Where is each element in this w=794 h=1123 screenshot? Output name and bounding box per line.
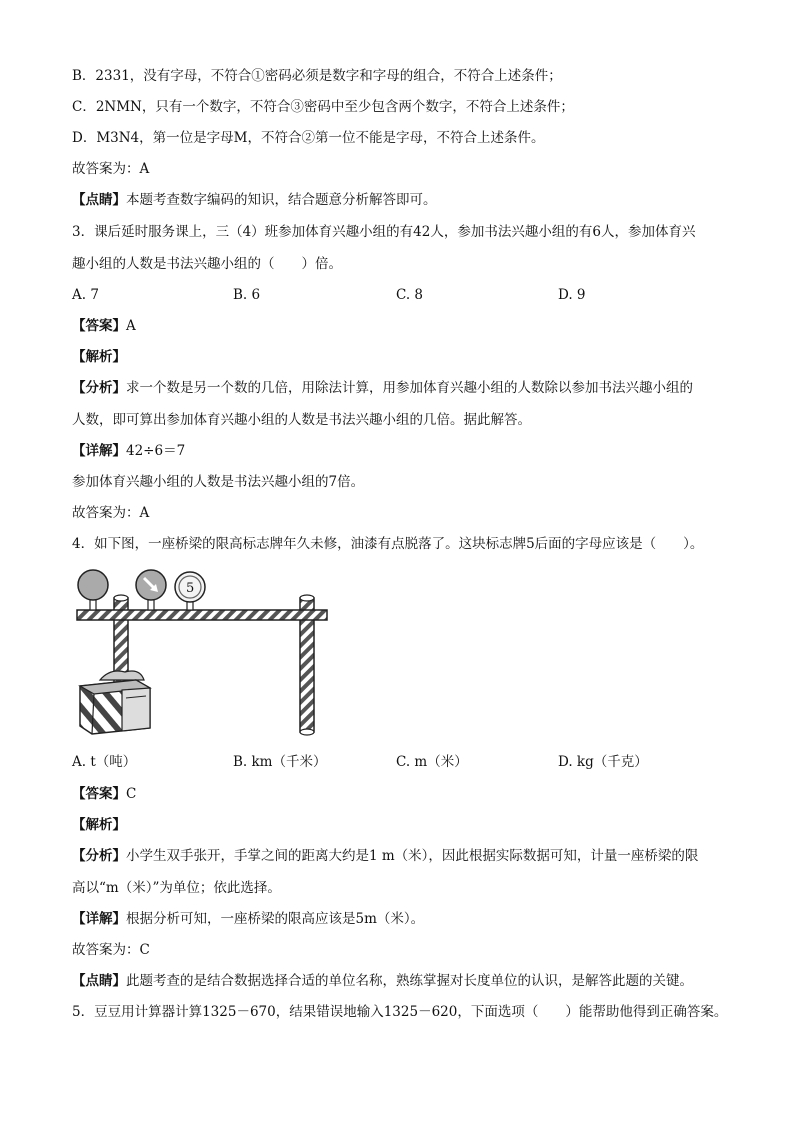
q3-conclusion: 参加体育兴趣小组的人数是书法兴趣小组的7倍。 — [72, 474, 365, 490]
q4-option-c: C. m（米） — [396, 754, 468, 770]
q3-option-d: D. 9 — [558, 287, 586, 303]
q2-comment — [72, 190, 437, 210]
q4-answer — [72, 784, 136, 804]
fenxi-text: 求一个数是另一个数的几倍，用除法计算，用参加体育兴趣小组的人数除以参加书法兴趣小组的 — [126, 380, 693, 396]
q4-option-b: B. km（千米） — [233, 754, 327, 770]
fenxi-tag: 【分析】 — [72, 380, 126, 396]
answer-tag: 【答案】 — [72, 786, 126, 802]
q3-fenxi-line2: 人数，即可算出参加体育兴趣小组的人数是书法兴趣小组的几倍。据此解答。 — [72, 412, 531, 428]
detail-tag: 【详解】 — [72, 443, 126, 459]
q2-option-c-analysis: C．2NMN，只有一个数字，不符合③密码中至少包含两个数字，不符合上述条件； — [72, 99, 574, 115]
fenxi-text: 小学生双手张开，手掌之间的距离大约是1 m（米），因此根据实际数据可知，计量一座桥梁的限 — [126, 848, 699, 864]
q4-fenxi-line2: 高以“m（米）”为单位；依此选择。 — [72, 880, 281, 896]
detail-tag: 【详解】 — [72, 911, 126, 927]
q2-option-d-analysis: D．M3N4，第一位是字母M，不符合②第一位不能是字母，不符合上述条件。 — [72, 130, 545, 146]
q3-fenxi-line1 — [72, 378, 693, 398]
sign-plain — [78, 570, 108, 600]
q4-detail — [72, 909, 424, 929]
sign-number: 5 — [186, 581, 195, 596]
comment-text: 此题考查的是结合数据选择合适的单位名称，熟练掌握对长度单位的认识，是解答此题的关键。 — [126, 973, 693, 989]
q3-stem-line2: 趣小组的人数是书法兴趣小组的（ ）倍。 — [72, 256, 342, 272]
q2-option-b-analysis: B．2331，没有字母，不符合①密码必须是数字和字母的组合，不符合上述条件； — [72, 68, 562, 84]
crossbar — [77, 610, 327, 620]
comment-tag: 【点睛】 — [72, 973, 126, 989]
q3-analysis-tag: 【解析】 — [72, 349, 126, 365]
q4-final: 故答案为：C — [72, 942, 150, 958]
answer-value: C — [126, 786, 137, 802]
answer-value: A — [126, 318, 136, 334]
q3-answer — [72, 316, 136, 336]
fenxi-tag: 【分析】 — [72, 848, 126, 864]
comment-tag: 【点睛】 — [72, 192, 126, 208]
detail-text: 根据分析可知，一座桥梁的限高应该是5m（米）。 — [126, 911, 425, 927]
q5-stem: 5．豆豆用计算器计算1325－670，结果错误地输入1325－620，下面选项（ ）能帮助他得到正确答案。 — [72, 1004, 728, 1020]
bridge-height-sign-figure — [70, 568, 340, 740]
q4-option-a: A. t（吨） — [72, 754, 137, 770]
comment-text: 本题考查数字编码的知识，结合题意分析解答即可。 — [126, 192, 437, 208]
q3-detail — [72, 441, 185, 461]
q3-stem-line1: 3．课后延时服务课上，三（4）班参加体育兴趣小组的有42人，参加书法兴趣小组的有6人，参加体育兴 — [72, 224, 696, 240]
q4-stem: 4．如下图，一座桥梁的限高标志牌年久未修，油漆有点脱落了。这块标志牌5后面的字母应该是（ ）。 — [72, 536, 704, 552]
q4-comment — [72, 971, 693, 991]
answer-tag: 【答案】 — [72, 318, 126, 334]
q4-fenxi-line1 — [72, 846, 698, 866]
q3-final: 故答案为：A — [72, 505, 150, 521]
q3-option-c: C. 8 — [396, 287, 424, 303]
q3-option-b: B. 6 — [233, 287, 261, 303]
detail-text: 42÷6＝7 — [126, 443, 186, 459]
q3-option-a: A. 7 — [72, 287, 99, 303]
q4-option-d: D. kg（千克） — [558, 754, 648, 770]
q4-analysis-tag: 【解析】 — [72, 817, 126, 833]
q2-answer-line: 故答案为：A — [72, 161, 150, 177]
